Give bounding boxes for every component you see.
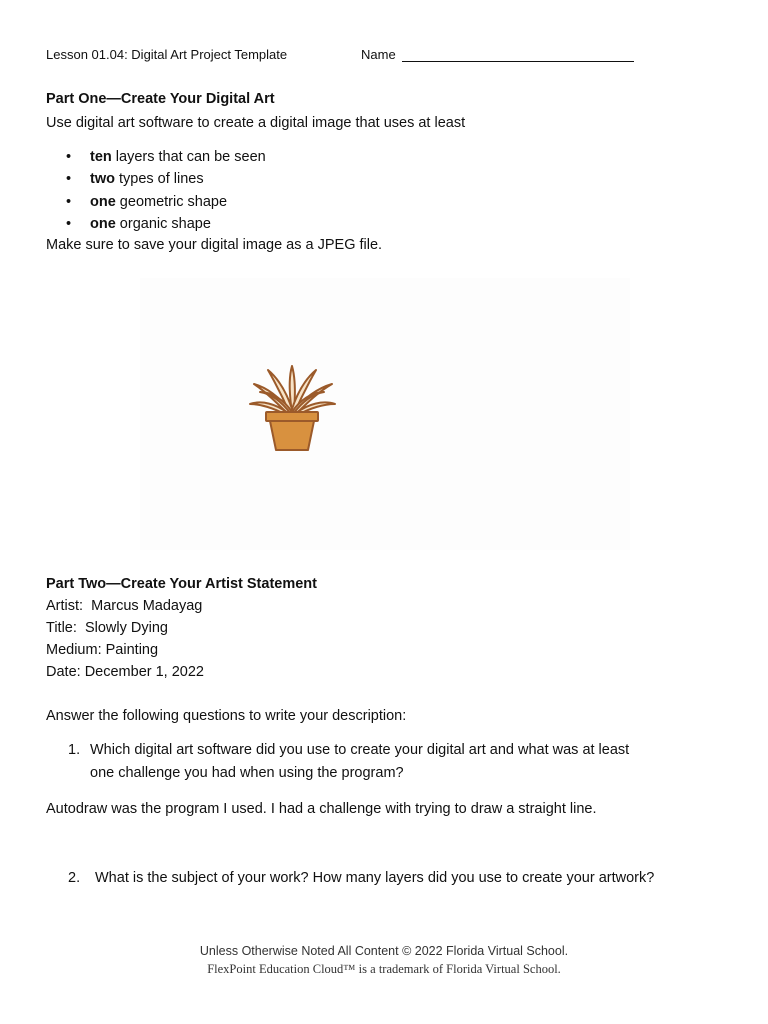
date-value: December 1, 2022 bbox=[84, 664, 204, 680]
part-one-heading: Part One—Create Your Digital Art bbox=[46, 91, 275, 107]
artist-row bbox=[46, 598, 202, 614]
date-label: Date: bbox=[46, 664, 81, 680]
artwork-frame bbox=[140, 278, 630, 550]
part-one-intro: Use digital art software to create a digital image that uses at least bbox=[46, 115, 466, 131]
artist-label: Artist: bbox=[46, 598, 84, 614]
potted-plant-icon bbox=[246, 362, 338, 456]
medium-value: Painting bbox=[105, 642, 159, 658]
name-field-line[interactable] bbox=[402, 61, 634, 62]
title-row bbox=[46, 620, 168, 636]
answer-1: Autodraw was the program I used. I had a challenge with trying to draw a straight line. bbox=[46, 801, 597, 817]
name-label: Name bbox=[361, 47, 396, 62]
question-1-number: 1. bbox=[68, 742, 81, 758]
list-item: • ten layers that can be seen bbox=[66, 146, 266, 168]
medium-label: Medium: bbox=[46, 642, 102, 658]
footer-trademark: FlexPoint Education Cloud™ is a trademark of Florida Virtual School. bbox=[207, 962, 561, 976]
question-2: What is the subject of your work? How many layers did you use to create your artwork? bbox=[95, 870, 655, 886]
list-item: • two types of lines bbox=[66, 168, 266, 190]
question-2-number: 2. bbox=[68, 870, 81, 886]
question-1-line-1: Which digital art software did you use to create your digital art and what was at least bbox=[90, 742, 630, 758]
requirements-list bbox=[66, 146, 266, 235]
save-note: Make sure to save your digital image as a JPEG file. bbox=[46, 237, 383, 253]
list-item: • one geometric shape bbox=[66, 191, 266, 213]
question-1-line-2: one challenge you had when using the program? bbox=[90, 765, 404, 781]
title-value: Slowly Dying bbox=[84, 620, 168, 636]
footer-copyright: Unless Otherwise Noted All Content © 2022 Florida Virtual School. bbox=[199, 944, 569, 958]
lesson-title: Lesson 01.04: Digital Art Project Template bbox=[46, 47, 288, 62]
title-label: Title: bbox=[46, 620, 77, 636]
list-item: • one organic shape bbox=[66, 213, 266, 235]
date-row bbox=[46, 664, 204, 680]
part-two-heading: Part Two—Create Your Artist Statement bbox=[46, 576, 317, 592]
instructions: Answer the following questions to write your description: bbox=[46, 708, 407, 724]
medium-row bbox=[46, 642, 158, 658]
artist-value: Marcus Madayag bbox=[91, 598, 203, 614]
